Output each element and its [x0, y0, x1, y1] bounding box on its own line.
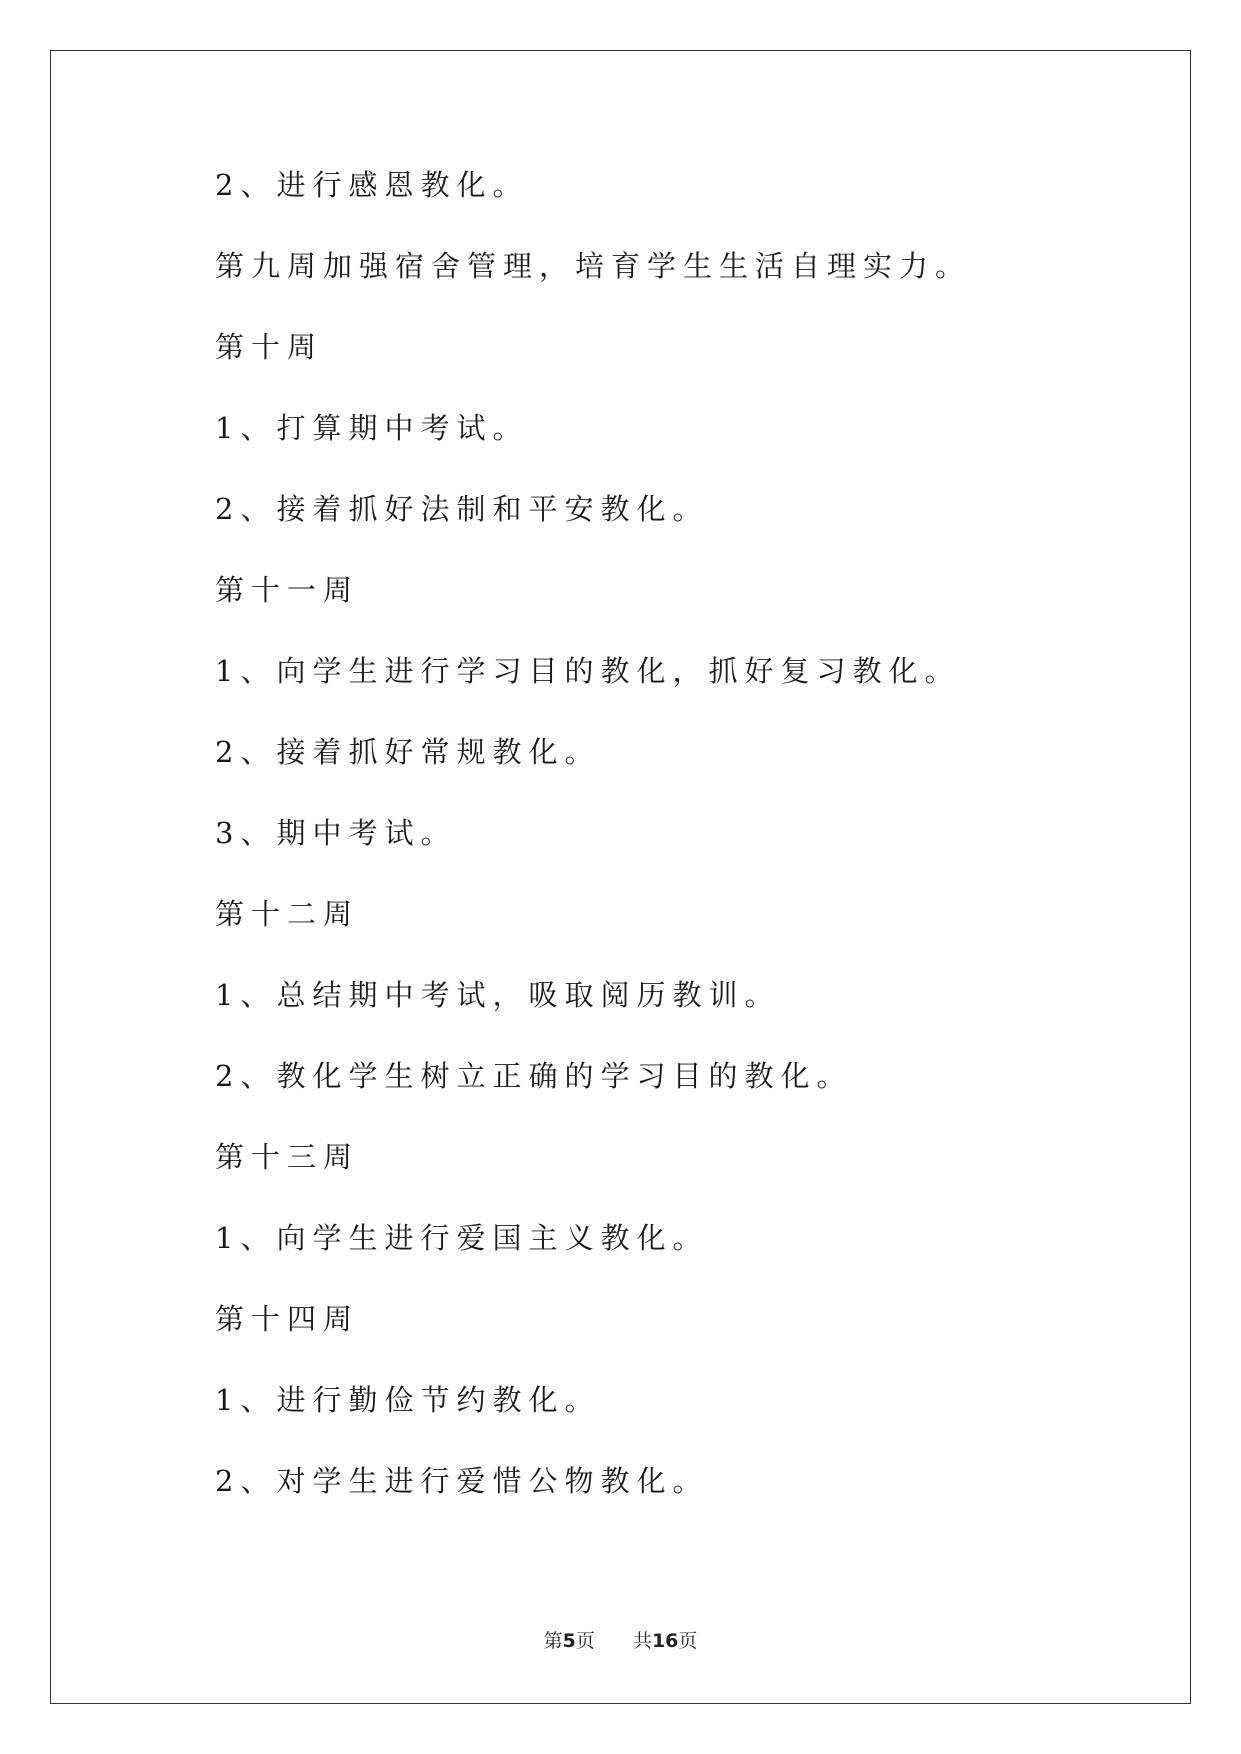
- document-body: [215, 165, 1175, 1542]
- body-line: 2、进行感恩教化。: [215, 168, 529, 202]
- page-number: [544, 1630, 601, 1652]
- body-line: 2、接着抓好法制和平安教化。: [215, 492, 709, 526]
- week-heading: 第十一周: [215, 573, 360, 607]
- week-heading: 第十三周: [215, 1140, 360, 1174]
- body-line: 第九周加强宿舍管理，培育学生生活自理实力。: [215, 249, 972, 283]
- page-footer: [0, 1626, 1241, 1653]
- total-prefix: 共: [632, 1630, 652, 1652]
- body-line: 2、接着抓好常规教化。: [215, 735, 601, 769]
- body-line: 1、向学生进行学习目的教化，抓好复习教化。: [215, 654, 961, 688]
- page-total-count: 16: [651, 1630, 679, 1652]
- week-heading: 第十周: [215, 330, 324, 364]
- body-line: 2、教化学生树立正确的学习目的教化。: [215, 1059, 853, 1093]
- total-suffix: 页: [678, 1630, 698, 1652]
- body-line: 1、打算期中考试。: [215, 411, 529, 445]
- page-current: 5: [562, 1630, 576, 1652]
- page-total: [633, 1630, 697, 1652]
- week-heading: 第十二周: [215, 897, 360, 931]
- body-line: 1、向学生进行爱国主义教化。: [215, 1221, 709, 1255]
- page-suffix: 页: [575, 1630, 595, 1652]
- body-line: 1、进行勤俭节约教化。: [215, 1383, 601, 1417]
- body-line: 3、期中考试。: [215, 816, 457, 850]
- body-line: 1、总结期中考试，吸取阅历教训。: [215, 978, 781, 1012]
- body-line: 2、对学生进行爱惜公物教化。: [215, 1464, 709, 1498]
- page-prefix: 第: [543, 1630, 563, 1652]
- week-heading: 第十四周: [215, 1302, 360, 1336]
